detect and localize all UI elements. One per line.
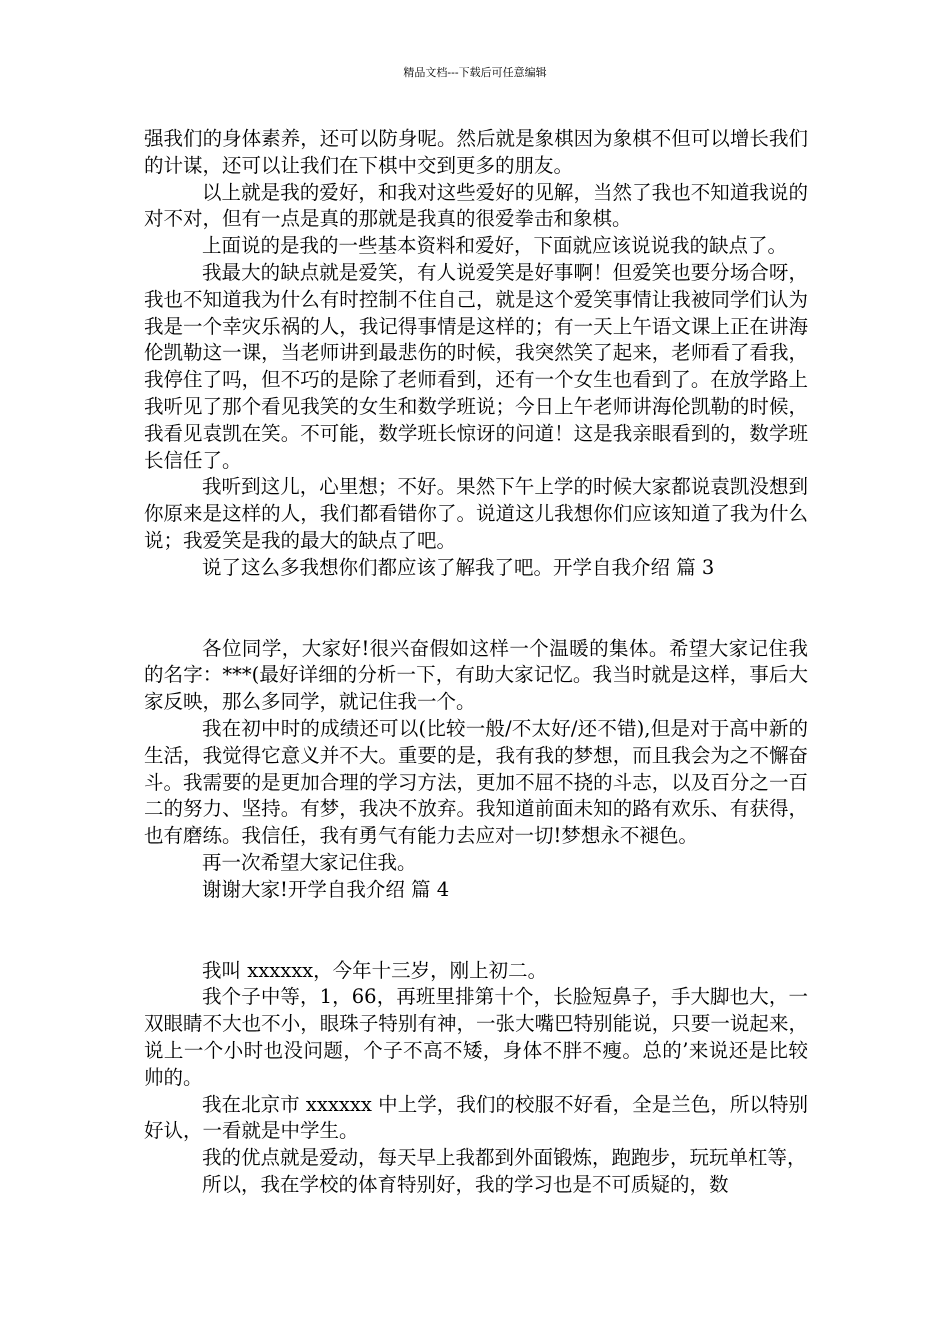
paragraph: 我在北京市 xxxxxx 中上学，我们的校服不好看，全是兰色，所以特别好认，一看就是中学生。 [144, 1092, 808, 1143]
paragraph: 我叫 xxxxxx，今年十三岁，刚上初二。 [202, 958, 548, 982]
paragraph: 强我们的身体素养，还可以防身呢。然后就是象棋因为象棋不但可以增长我们的计谋，还可以让我们在下棋中交到更多的朋友。 [144, 127, 808, 177]
section-gap [144, 582, 808, 636]
paragraph: 以上就是我的爱好，和我对这些爱好的见解，当然了我也不知道我说的对不对，但有一点是真的那就是我真的很爱拳击和象棋。 [144, 180, 808, 231]
paragraph: 再一次希望大家记住我。 [202, 850, 417, 874]
paragraph: 我个子中等，1，66，再班里排第十个，长脸短鼻子，手大脚也大，一双眼睛不大也不小，眼珠子特别有神，一张大嘴巴特别能说，只要一说起来，说上一个小时也没问题，个子不高不矮，身体不胖不瘦。总的’来说还是比较帅的。 [144, 985, 808, 1089]
section-heading: 谢谢大家!开学自我介绍 篇 4 [202, 877, 450, 901]
paragraph: 上面说的是我的一些基本资料和爱好，下面就应该说说我的缺点了。 [202, 234, 788, 258]
paragraph: 我听到这儿，心里想；不好。果然下午上学的时候大家都说袁凯没想到你原来是这样的人，我们都看错你了。说道这儿我想你们应该知道了我为什么说；我爱笑是我的最大的缺点了吧。 [144, 475, 808, 552]
paragraph: 我最大的缺点就是爱笑，有人说爱笑是好事啊！但爱笑也要分场合呀，我也不知道我为什么有时控制不住自己，就是这个爱笑事情让我被同学们认为我是一个幸灾乐祸的人，我记得事情是这样的；有一天上午语文课上正在讲海伦凯勒这一课，当老师讲到最悲伤的时候，我突然笑了起来，老师看了看我，我停住了吗，但不巧的是除了老师看到，还有一个女生也看到了。在放学路上我听见了那个看见我笑的女生和数学班说；今日上午老师讲海伦凯勒的时候，我看见袁凯在笑。不可能，数学班长惊讶的问道！这是我亲眼看到的，数学班长信任了。 [144, 260, 808, 472]
section-heading: 说了这么多我想你们都应该了解我了吧。开学自我介绍 篇 3 [202, 555, 715, 579]
paragraph: 我在初中时的成绩还可以(比较一般/不太好/还不错),但是对于高中新的生活，我觉得它意义并不大。重要的是，我有我的梦想，而且我会为之不懈奋斗。我需要的是更加合理的学习方法，更加不屈不挠的斗志，以及百分之一百二的努力、坚持。有梦，我决不放弃。我知道前面未知的路有欢乐、有获得，也有磨练。我信任，我有勇气有能力去应对一切!梦想永不褪色。 [144, 716, 808, 848]
section-gap [144, 904, 808, 958]
paragraph: 各位同学，大家好!很兴奋假如这样一个温暖的集体。希望大家记住我的名字：***(最好详细的分析一下，有助大家记忆。我当时就是这样，事后大家反映，那么多同学，就记住我一个。 [144, 636, 808, 714]
document-body [144, 126, 808, 1199]
paragraph: 所以，我在学校的体育特别好，我的学习也是不可质疑的，数 [202, 1172, 729, 1196]
page-header: 精品文档---下载后可任意编辑 [403, 66, 547, 79]
paragraph: 我的优点就是爱动，每天早上我都到外面锻炼，跑跑步，玩玩单杠等， [202, 1146, 807, 1170]
